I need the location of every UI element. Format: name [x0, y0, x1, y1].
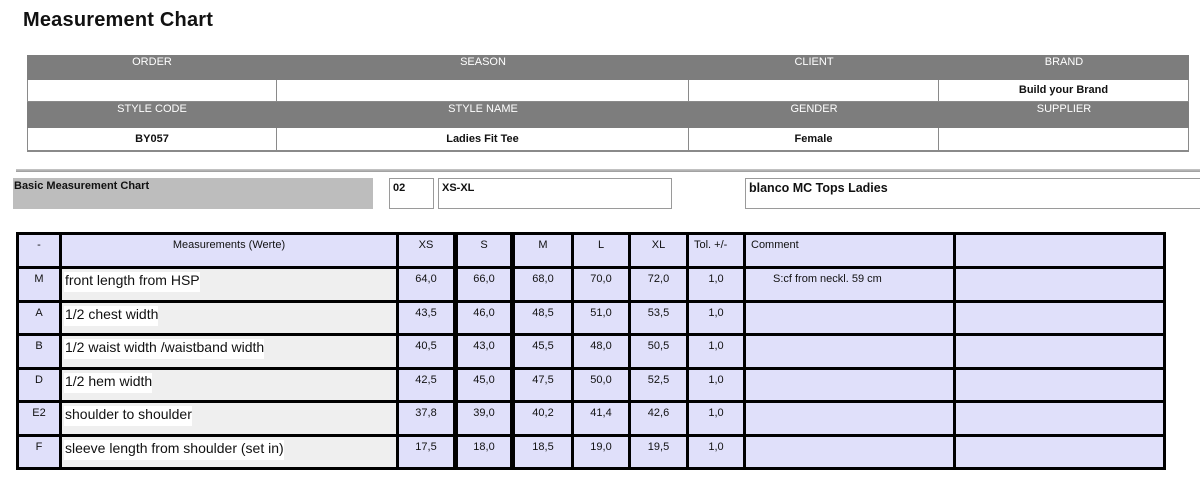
col-m-header: M [513, 234, 573, 268]
header-values-row-1 [27, 80, 1189, 102]
value-xl-cell: 19,5 [630, 435, 688, 469]
measurement-name-cell [61, 435, 398, 469]
table-row [18, 435, 1165, 469]
brand-value: Build your Brand [939, 80, 1189, 102]
value-s-cell: 45,0 [456, 368, 513, 402]
value-m-cell: 40,2 [513, 402, 573, 436]
row-code-cell: B [18, 335, 61, 369]
supplier-label: SUPPLIER [939, 102, 1189, 128]
value-xs-cell: 64,0 [398, 268, 456, 302]
value-xl-cell: 50,5 [630, 335, 688, 369]
order-label: ORDER [27, 55, 277, 80]
extra-cell-cell [955, 268, 1165, 302]
tolerance-cell: 1,0 [688, 402, 745, 436]
gender-value: Female [689, 128, 939, 152]
col-comment-header: Comment [745, 234, 955, 268]
col-xl-header: XL [630, 234, 688, 268]
col-extra-header [955, 234, 1165, 268]
col-xs-header: XS [398, 234, 456, 268]
style-code-value: BY057 [27, 128, 277, 152]
value-xs-cell: 17,5 [398, 435, 456, 469]
value-xl-cell: 52,5 [630, 368, 688, 402]
value-m-cell: 47,5 [513, 368, 573, 402]
basic-chart-label: Basic Measurement Chart [13, 178, 373, 209]
client-value [689, 80, 939, 102]
col-l-header: L [573, 234, 630, 268]
row-code-cell: D [18, 368, 61, 402]
value-l-cell: 70,0 [573, 268, 630, 302]
col-s-header: S [456, 234, 513, 268]
value-s-cell: 66,0 [456, 268, 513, 302]
value-s-cell: 46,0 [456, 301, 513, 335]
header-labels-row-2 [27, 102, 1189, 128]
row-code-cell: E2 [18, 402, 61, 436]
value-xs-cell: 37,8 [398, 402, 456, 436]
value-l-cell: 50,0 [573, 368, 630, 402]
tolerance-cell: 1,0 [688, 268, 745, 302]
tolerance-cell: 1,0 [688, 368, 745, 402]
tolerance-cell: 1,0 [688, 435, 745, 469]
value-l-cell: 51,0 [573, 301, 630, 335]
comment-cell [745, 435, 955, 469]
tolerance-cell: 1,0 [688, 301, 745, 335]
measurement-name: front length from HSP [64, 272, 200, 292]
table-row [18, 335, 1165, 369]
style-name-label: STYLE NAME [277, 102, 689, 128]
row-code-cell: F [18, 435, 61, 469]
measurement-name: 1/2 waist width /waistband width [64, 339, 264, 359]
comment-cell [745, 402, 955, 436]
value-s-cell: 39,0 [456, 402, 513, 436]
value-m-cell: 18,5 [513, 435, 573, 469]
value-s-cell: 18,0 [456, 435, 513, 469]
supplier-value [939, 128, 1189, 152]
extra-cell-cell [955, 368, 1165, 402]
season-label: SEASON [277, 55, 689, 80]
row-code-cell: M [18, 268, 61, 302]
client-label: CLIENT [689, 55, 939, 80]
value-xl-cell: 72,0 [630, 268, 688, 302]
season-value [277, 80, 689, 102]
col-code-header: - [18, 234, 61, 268]
tolerance-cell: 1,0 [688, 335, 745, 369]
table-row [18, 402, 1165, 436]
style-code-label: STYLE CODE [27, 102, 277, 128]
measurement-table [16, 232, 1166, 470]
value-l-cell: 19,0 [573, 435, 630, 469]
header-labels-row-1 [27, 55, 1189, 80]
value-xs-cell: 43,5 [398, 301, 456, 335]
brand-label: BRAND [939, 55, 1189, 80]
extra-cell-cell [955, 301, 1165, 335]
value-xl-cell: 53,5 [630, 301, 688, 335]
order-value [27, 80, 277, 102]
comment-cell [745, 301, 955, 335]
measurement-name-cell [61, 368, 398, 402]
extra-cell-cell [955, 435, 1165, 469]
table-row [18, 268, 1165, 302]
measurement-table-body [18, 268, 1165, 469]
value-xs-cell: 40,5 [398, 335, 456, 369]
value-m-cell: 68,0 [513, 268, 573, 302]
value-xl-cell: 42,6 [630, 402, 688, 436]
value-xs-cell: 42,5 [398, 368, 456, 402]
value-m-cell: 48,5 [513, 301, 573, 335]
measurement-name-cell [61, 301, 398, 335]
measurement-name-cell [61, 268, 398, 302]
measurement-name: 1/2 hem width [64, 373, 152, 393]
measurement-name-cell [61, 402, 398, 436]
page-title: Measurement Chart [23, 9, 214, 31]
measurement-name: 1/2 chest width [64, 306, 158, 326]
chart-description-box: blanco MC Tops Ladies [745, 178, 1200, 209]
header-values-row-2 [27, 128, 1189, 152]
value-m-cell: 45,5 [513, 335, 573, 369]
size-range-box: XS-XL [438, 178, 672, 209]
extra-cell-cell [955, 402, 1165, 436]
col-measurement-header: Measurements (Werte) [61, 234, 398, 268]
style-name-value: Ladies Fit Tee [277, 128, 689, 152]
measurement-name-cell [61, 335, 398, 369]
chart-code-box: 02 [389, 178, 434, 209]
extra-cell-cell [955, 335, 1165, 369]
col-tolerance-header: Tol. +/- [688, 234, 745, 268]
gender-label: GENDER [689, 102, 939, 128]
table-header-row [18, 234, 1165, 268]
order-header-grid [27, 55, 1189, 152]
comment-cell [745, 368, 955, 402]
value-l-cell: 48,0 [573, 335, 630, 369]
value-s-cell: 43,0 [456, 335, 513, 369]
measurement-name: shoulder to shoulder [64, 406, 192, 426]
comment-cell: S:cf from neckl. 59 cm [745, 268, 955, 302]
table-row [18, 368, 1165, 402]
value-l-cell: 41,4 [573, 402, 630, 436]
section-divider [16, 169, 1200, 172]
measurement-name: sleeve length from shoulder (set in) [64, 440, 284, 460]
comment-cell [745, 335, 955, 369]
table-row [18, 301, 1165, 335]
row-code-cell: A [18, 301, 61, 335]
